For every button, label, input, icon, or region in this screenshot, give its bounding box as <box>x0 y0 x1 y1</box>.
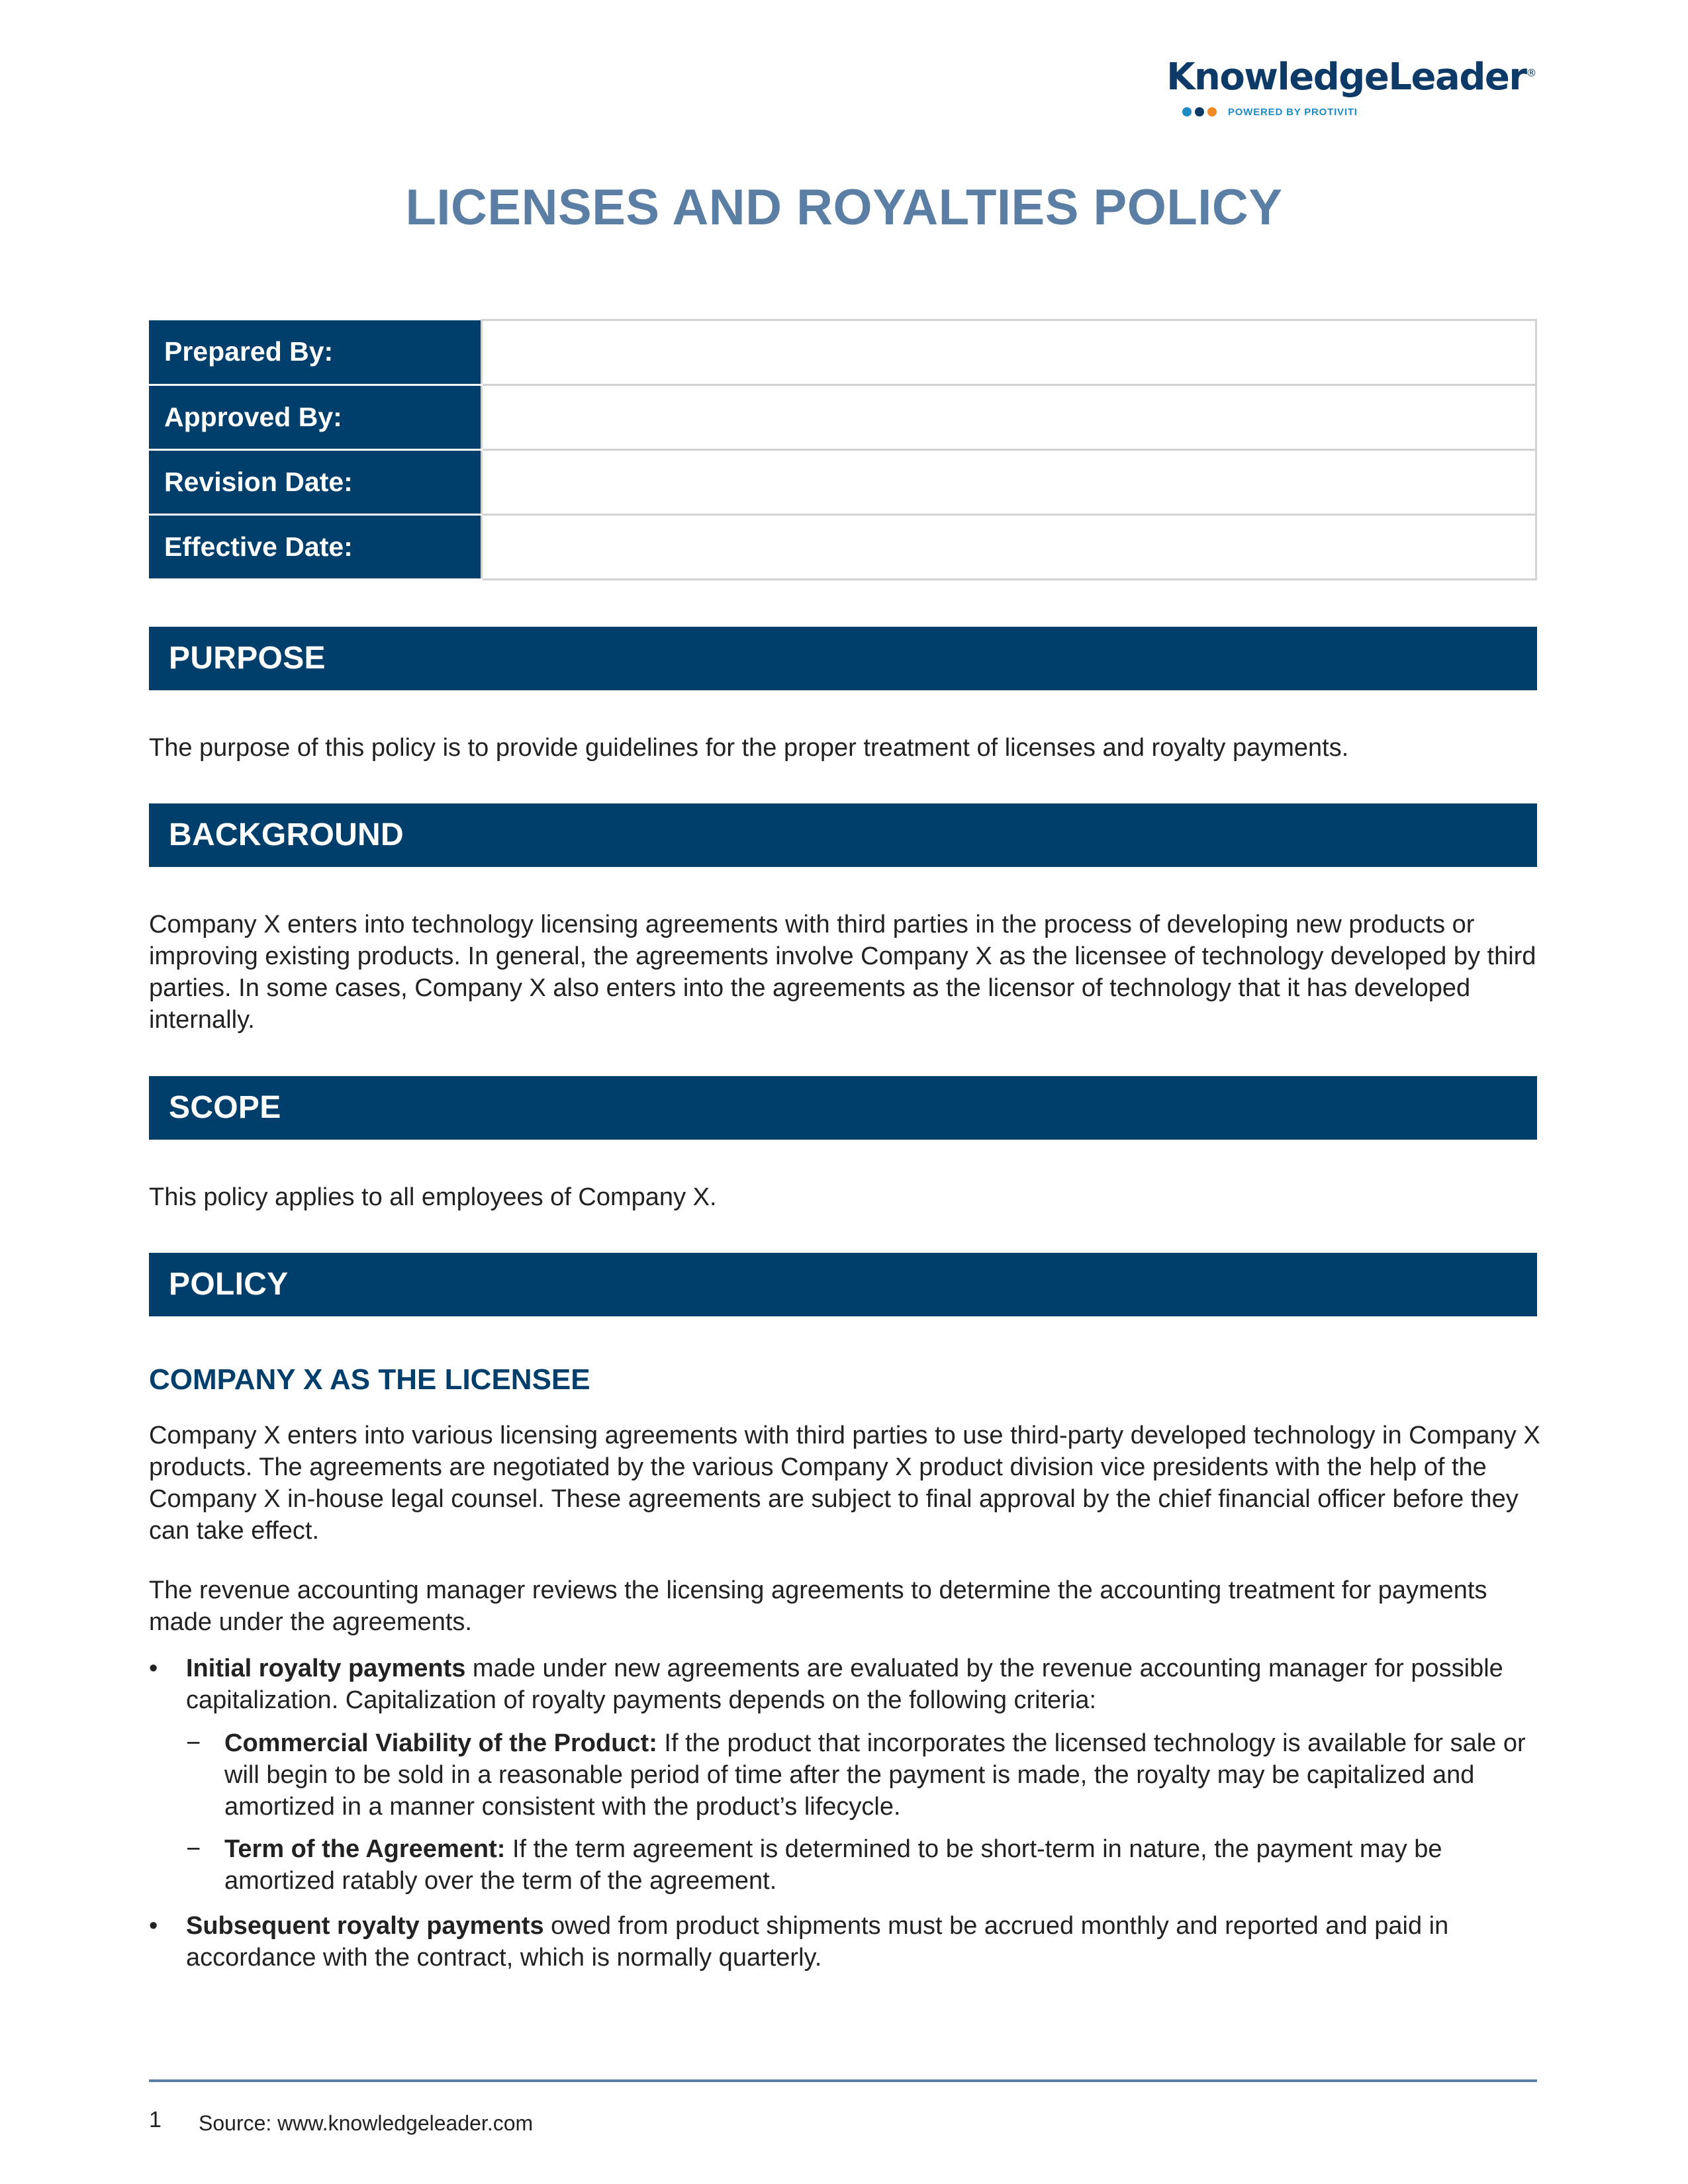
logo-dot-navy <box>1195 107 1204 116</box>
list-item-term-of-agreement <box>186 1833 1546 1897</box>
meta-row-prepared-by <box>149 320 1536 385</box>
scope-text: This policy applies to all employees of Company X. <box>149 1183 717 1211</box>
list-item-body <box>224 1833 1546 1897</box>
page-number: 1 <box>149 2107 162 2132</box>
section-heading-policy: POLICY <box>149 1253 1537 1316</box>
document-title: LICENSES AND ROYALTIES POLICY <box>405 179 1283 236</box>
bullet-marker: • <box>149 1912 158 1940</box>
logo-tagline: POWERED BY PROTIVITI <box>1228 107 1358 118</box>
knowledgeleader-logo <box>1166 56 1536 128</box>
list-item-body <box>224 1727 1546 1823</box>
list-item-term: Commercial Viability of the Product: <box>224 1729 657 1757</box>
logo-wordmark <box>1166 56 1536 99</box>
dash-marker: − <box>186 1729 201 1757</box>
dash-marker: − <box>186 1835 201 1863</box>
meta-label: Revision Date: <box>149 450 481 515</box>
list-item-commercial-viability <box>186 1727 1546 1823</box>
purpose-text: The purpose of this policy is to provide guidelines for the proper treatment of licenses and royalty payments. <box>149 734 1349 762</box>
meta-row-revision-date <box>149 450 1536 515</box>
bullet-marker: • <box>149 1655 158 1682</box>
policy-paragraph-2: The revenue accounting manager reviews the licensing agreements to determine the accounting treatment for payments made under the agreements. <box>149 1576 1487 1636</box>
meta-row-approved-by <box>149 385 1536 450</box>
meta-value-approved-by[interactable] <box>481 385 1536 450</box>
list-item-text: owed from product shipments must be accrued monthly and reported and paid in accordance with the contract, which is normally quarterly. <box>186 1912 1449 1972</box>
meta-label: Approved By: <box>149 385 481 450</box>
meta-row-effective-date <box>149 515 1536 580</box>
section-heading-purpose: PURPOSE <box>149 627 1537 690</box>
list-item-body <box>186 1653 1549 1716</box>
logo-trademark: ® <box>1526 66 1536 79</box>
policy-subheading-licensee: COMPANY X AS THE LICENSEE <box>149 1363 590 1396</box>
meta-label: Prepared By: <box>149 320 481 385</box>
background-text: Company X enters into technology licensing agreements with third parties in the process of developing new products or improving existing products. In general, the agreements involve Company X as the licensee of technology developed by third parties. In some cases, Company X also enters into the agreements as the licensor of technology that it has developed internally. <box>149 911 1536 1034</box>
logo-dot-blue <box>1182 107 1192 116</box>
logo-wordmark-text: KnowledgeLeader <box>1166 56 1526 99</box>
list-item-text: made under new agreements are evaluated by the revenue accounting manager for possible capitalization. Capitalization of royalty payments depends on the following criteria: <box>186 1655 1503 1714</box>
meta-label: Effective Date: <box>149 515 481 580</box>
list-item-term: Subsequent royalty payments <box>186 1912 544 1940</box>
footer-source: Source: www.knowledgeleader.com <box>199 2111 534 2135</box>
list-item-term: Term of the Agreement: <box>224 1835 506 1863</box>
document-meta-table <box>149 319 1537 580</box>
section-heading-scope: SCOPE <box>149 1076 1537 1140</box>
list-item-text: If the product that incorporates the licensed technology is available for sale or will begin to be sold in a reasonable period of time after the payment is made, the royalty may be capitalized and amortized in a manner consistent with the product’s lifecycle. <box>224 1729 1526 1821</box>
section-heading-background: BACKGROUND <box>149 803 1537 867</box>
list-item-subsequent-royalty <box>149 1910 1549 1974</box>
list-item-body <box>186 1910 1549 1974</box>
logo-dot-orange <box>1207 107 1217 116</box>
meta-value-prepared-by[interactable] <box>481 320 1536 385</box>
policy-paragraph-1: Company X enters into various licensing agreements with third parties to use third-party developed technology in Company X products. The agreements are negotiated by the various Company X product division vice presidents with the help of the Company X in-house legal counsel. These agreements are subject to final approval by the chief financial officer before they can take effect. <box>149 1422 1540 1545</box>
list-item-initial-royalty <box>149 1653 1549 1716</box>
logo-dots-icon <box>1182 107 1217 116</box>
meta-value-effective-date[interactable] <box>481 515 1536 580</box>
meta-value-revision-date[interactable] <box>481 450 1536 515</box>
list-item-term: Initial royalty payments <box>186 1655 466 1682</box>
list-item-text: If the term agreement is determined to be short-term in nature, the payment may be amortized ratably over the term of the agreement. <box>224 1835 1442 1895</box>
footer-divider <box>149 2079 1537 2082</box>
